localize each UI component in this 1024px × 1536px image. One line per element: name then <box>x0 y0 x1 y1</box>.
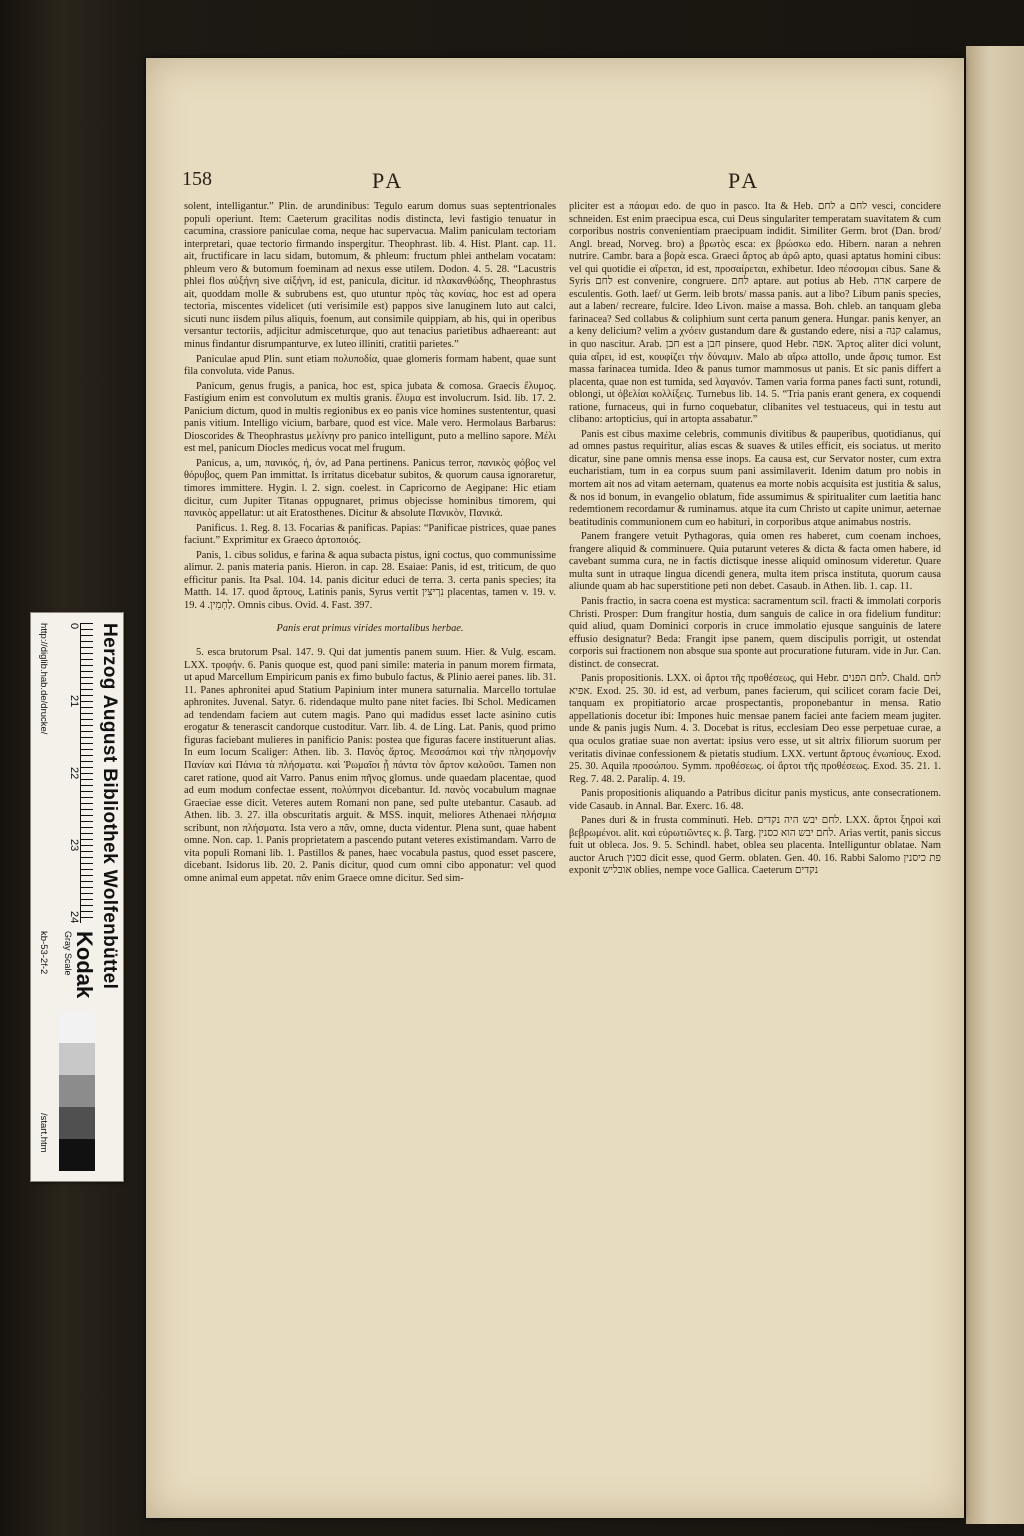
paragraph: Panificus. 1. Reg. 8. 13. Focarias & panificas. Papias: “Panificae pistrices, quae panes faciunt.” Exprimitur ex Graeco ἀρτοποιός. <box>184 522 556 547</box>
verse-quote: Panis erat primus virides mortalibus herbae. <box>276 622 464 634</box>
paragraph: Panis, 1. cibus solidus, e farina & aqua subacta pistus, igni coctus, quo communissime alimur. 2. panis materia panis. Hieron. in cap. 28. Esaiae: Panis, id est, triticum, de quo efficitur panis. Ita Psal. 104. 14. panis dicitur educi de terra. 3. certa panis species; ita Matth. 14. 17. quod ἄρτους, Latinis panis, Syrus vertit נִרְיצִין placentas, tamen v. 19. v. 19. לַחְמִין. 4. Omnis cibus. Ovid. 4. Fast. 397. <box>184 549 556 611</box>
running-header <box>146 168 964 198</box>
gray-swatch <box>59 1075 95 1107</box>
library-name: Herzog August Bibliothek Wolfenbüttel <box>99 623 120 990</box>
ruler-number: 24 <box>68 911 80 924</box>
gray-swatch <box>59 1011 95 1043</box>
shelfmark: kb-53-2f-2 <box>38 931 49 975</box>
gray-scale-label: Gray Scale <box>63 931 73 976</box>
paragraph: Paniculae apud Plin. sunt etiam πολυποδία, quae glomeris formam habent, quae sunt fila convoluta. vide Panus. <box>184 353 556 378</box>
paragraph: pliciter est a πάομαι edo. de quo in pasco. Ita & Heb. לחם a לחם vesci, concidere schneiden. Est enim praecipua esca, cui Deus singulariter temperatam suavitatem & cum corporibus nostris convenientiam praecipuam indidit. Similiter Germ. brot (Dan. brod/ Angl. bread, Norveg. bro) a βρωτὸς esca: ex βρώσκω edo. Hibern. naran a nehren nutrire. Cambr. bara a βορὰ esca. Graeci ἄρτος ab ἀρῶ apto, quasi aptatus homini cibus: vel qui quotidie ei αἴρεται, id est, προσαίρεται, exhibetur. Ideo πέσσομαι cibus. Sane & Syris לחם est convenire, congruere. לחם aptare. aut potius ab Heb. ארה carpere de esculentis. Goth. laef/ ut Germ. leib brots/ massa panis. aut a libo? Libum panis species, aut a laben/ recreare, fulcire. Ideo Livon. maise a massa. Boh. chleb. an tanquam gleba farinacea? Sed collabus & coliphium sunt certa panum genera. Hungar. panis kenyer, an a keny delicium? velim a χνόειν gustandum dare & gustando edere, nisi a קנה calamus, in quo nascitur. Arab. חבן est a חבן pinsere, quod Hebr. אפה. Ἄρτος aliter dici volunt, quia αἴρει, id est, κουφίζει τὴν δύναμιν. Malo ab αἴρω attollo, unde ἄρσις tumor. Est massa farinacea tumida. Ideo & panus tumor mammosus ut panis. Et sic panis differt a placenta, quae non est tumida, sed λαγανόν. Tamen varia forma panes facti sunt, rotundi, oblongi, ut ὀβελίαι κολλίξεις. Turnebus lib. 14. 5. “Tria panis erant genera, ex coquendi ratione, furnaceus, qui in furno coquebatur, clibanites vel testuaceus, qui in testu aut clibano: artopticius, qui in artopta assabatur.” <box>569 201 941 426</box>
paragraph: 5. esca brutorum Psal. 147. 9. Qui dat jumentis panem suum. Hier. & Vulg. escam. LXX. τροφήν. 6. Panis quoque est, quod pani simile: materia in panum morem firmata, ut apud Marcellum Empiricum panis ex fimo bubulo factus, & Plinio aerei panes. lib. 31. 11. Panes aphronitei apud Statium Papinium inter munera saturnalia. Marcello tortulae aphronites. Juvenal. Satyr. 6. ridendaque multo pane nitet facies. Ibi Schol. Medicamen ad tendendam faciem aut cutem magis. Pano qui madidus esset lacte asinino cutis erogatur & tenerascit candorque custoditur. Varr. lib. 4. de Ling. Lat. Panis, quod primo figuras faciebant mulieres in panificio Panis: postea que figuras facere instituerunt alias. In eum locum Scaliger: Athen. lib. 3. Πανὸς ἄρτος. Μεσσάπιοι καὶ τὴν πλησμονὴν Πανίαν καὶ Πάνια τὰ πλήσματα. καὶ Ῥωμαῖοι ᾗ πάντα τὸν ἄρτον καλοῦσι. Tamen non caret ratione, quod ait Varro. Panus enim πῆνος glomus. unde quaedam placentae, quod ad eum modum confectae essent, πολύπηνοι dicebantur. Id. πανὸς vocabulum magnae Graeciae esse dicit. Veteres autem Romani non pane, sed pulte utebantur. Casaub. ad Athen. lib. 3. 27. illa obscuritatis arguit. & MSS. inquit, meliores Athenaei πλήσμια scribunt, non πλήσματα. Ista vero a πᾶν, omne, ducta videntur. Plena sunt, quae habent omne. Non. cap. 1. Panis proprietatem a pascendo putant veteres existimandam. Varro de vita populi Romani lib. 1. Pastillos & panes, haec vocabula pastus, quod esset pascere, dicebant. Isidorus lib. 20. 2. Panis dicitur, quod cum omni cibo apponatur: vel quod omne animal eum appetat. πᾶν enim Graece omne dicitur. Sed sim- <box>184 647 556 884</box>
kodak-logo: Kodak <box>72 931 97 999</box>
start-link[interactable]: /start.htm <box>38 1113 49 1153</box>
header-left: PA <box>372 168 405 193</box>
gray-swatch <box>59 1043 95 1075</box>
ruler-number: 21 <box>68 695 80 708</box>
library-url: http://diglib.hab.de/drucke/ <box>38 623 49 735</box>
gray-swatch <box>59 1107 95 1139</box>
paragraph: Panem frangere vetuit Pythagoras, quia omen res haberet, cum coenam inchoes, frangere aliquid & comminuere. Quia putarunt veteres & dicta & facta omen habere, id cavebant summa cura, ne in factis dictisque inesse aliquid ominosum videretur. Quare multa sunt in utraque lingua dicendi genera, multa item prisca instituta, quorum causa aliunde quam ab hac superstitione peti non debet. Casaub. in Athen. lib. 1. cap. 11. <box>569 531 941 593</box>
paragraph: solent, intelligantur.” Plin. de arundinibus: Tegulo earum domus suas septentrionales populi operiunt. Item: Caeterum gracilitas nodis distincta, levi fastigio tenuatur in cacumina, crassiore paniculae coma, neque hac supervacua. Malim paniculam tectoriam interpretari, quae tectorio firmando inspergitur. Theophrast. lib. 4. Hist. Plant. cap. 11. ait, fructificare in lacu sidam, butomum, & phleum: fructum phlei anthelam vocatam: phleum vero & butomum foeminam ad nexus esse utilem. Dodon. 4. 5. 28. “Lacustris phlei flos αὐξήνη sive αἰξήνη, id est, panicula, dicitur. id πλακανθώδης, Theophrastus ait, quoddam molle & subrubens est, quo utuntur πρὸς τὰς κονίας, hoc est ad opera tectoria, miscentes videlicet (uti verisimile est) pappos sive lanuginem luto aut calci, sicuti nunc iisdem pilus aliquis, foenum, aut consimile quippiam, ab his, qui in operibus versantur tectoriis, adjicitur admisceturque, quo aut tenacius parietibus adhaereant: aut minus findantur disrumpanturve, ex luteo illiniti, cratitii parietes.” <box>184 201 556 351</box>
paragraph: Panis est cibus maxime celebris, communis divitibus & pauperibus, quotidianus, qui ad omnes pastus requiritur, alias escas & suaves & utiles efficit, eis sociatus. ut merito dicatur, sine pane omnis mensa esse inops. Ea causa est, cur Servator noster, cum extra eucharistiam, tum in ea corpus suum pani assimilaverit. Idenim datum pro nobis in mortem ait nos ad vitam aeternam, quatenus ea morte nobis acquisita est justitia & salus, & nos id bonum, in evangelio oblatum, fide assumimus & spiritualiter cum laetitia hanc redemtionem recordamur & ruminamus. atque ita cum Christo ut capite unimur, aeternae beatitudinis communionem cum eo habituri, in corporibus atque animabus nostris. <box>569 428 941 528</box>
target-card-rotated <box>31 613 123 1181</box>
right-column <box>569 201 941 1501</box>
paragraph: Panes duri & in frusta comminuti. Heb. לחם יבש היה נקדים. LXX. ἄρτοι ξηροὶ καὶ βεβρωμένοι. alit. καὶ εὐρωτιῶντες κ. β. Targ. לחם יבש הוא כסנין. Arias vertit, panis siccus fuit ut obleca. Jos. 9. 5. Schindl. habet, oblea seu placenta. Intelliguntur oblatae. Nam auctor Aruch כסנין dicit esse, quod Germ. oblaten. Gen. 40. 16. Rabbi Salomo פת כיסנין exponit אובליש oblies, nempe voce Gallica. Caeterum נקדים <box>569 815 941 877</box>
ruler-number: 0 <box>68 623 80 630</box>
left-column <box>184 201 556 1501</box>
gray-swatch <box>59 1139 95 1171</box>
ruler-numbers <box>66 623 80 923</box>
ruler-number: 23 <box>68 839 80 852</box>
paragraph: Panicus, a, um, πανικός, ή, όν, ad Pana pertinens. Panicus terror, πανικὸς φόβος vel θόρυβος, quem Pan immittat. Is irritatus dicebatur subitos, & quorum causa ignoraretur, timores immittere. Hygin. l. 2. sign. coelest. in Capricorno de Aegipane: Hic etiam dicitur, cum Jupiter Titanas oppugnaret, primus objecisse hominibus timorem, qui πανικὸς appellatur: ut ait Eratosthenes. Dicitur & absolute Πανικὸν, Πανικά. <box>184 457 556 520</box>
digitization-target-card <box>30 612 124 1182</box>
measurement-ruler <box>80 623 93 923</box>
ruler-number: 22 <box>68 767 80 780</box>
page-number: 158 <box>182 168 212 190</box>
paragraph: Panis fractio, in sacra coena est mystica: sacramentum scil. fracti & immolati corporis Christi. Prosper: Dum frangitur hostia, dum sanguis de calice in ora fidelium funditur: quid aliud, quam Dominici corporis in cruce immolatio ejusque sanguinis de latere effusio designatur? Beda: Frangit ipse panem, quem discipulis porrigit, ut ostendat corporis sui fractionem non absque sua sponte aut procuratione futuram. vide in Jur. Can. distinct. de consecrat. <box>569 595 941 670</box>
book-page <box>146 58 964 1518</box>
next-page-edge <box>966 46 1024 1524</box>
paragraph: Panis propositionis aliquando a Patribus dicitur panis mysticus, ante consecrationem. vide Casaub. in Annal. Bar. Exerc. 16. 48. <box>569 788 941 812</box>
kodak-label-block <box>55 931 95 1001</box>
paragraph: Panis propositionis. LXX. οἱ ἄρτοι τῆς προθέσεως, qui Hebr. לחם הפנים. Chald. לחם אפיא. Exod. 25. 30. id est, ad verbum, panes facierum, qui scilicet coram facie Dei, tanquam ex propitiatorio arcae prospectantis, proponebantur in mensa. Ratio appellationis docetur ibi: Impones huic mensae panem faciei ante faciem meam jugiter. unde & panis jugis Num. 4. 3. Docebat is ritus, ecclesiam Deo esse perpetuae curae, a qua oculos gratiae suae non avertat: ipsius vero esse, ut sit altrix filiorum suorum per veritatis divinae confessionem & pietatis studium. LXX. vertunt ἄρτους ἐνωπίους. Exod. 25. 30. Aquila προσώπου. Symm. προθέσεως. οἱ ἄρτοι τῆς προθέσεως. Exod. 35. 21. 1. Reg. 7. 48. 2. Paralip. 4. 19. <box>569 673 941 785</box>
paragraph: Panicum, genus frugis, a panica, hoc est, spica jubata & comosa. Graecis ἔλυμος. Fastigium enim est convolutum ex multis granis. ἔλυμα est involucrum. Isid. lib. 17. 2. Panicium dictum, quod in multis regionibus ex eo panis vice homines sustententur, quasi panis vitium. Intelligo vicium, barbare, quod est vice. Male vero. Hermolaus Barbarus: Dioscorides & Theophrastus μελίνην pro panico intelligunt, puto a mellino sapore. Μέλι est mel, panicum Diocles medicus vocat mel frugum. <box>184 380 556 455</box>
gray-scale-swatches <box>59 1011 95 1171</box>
header-right: PA <box>728 168 761 193</box>
